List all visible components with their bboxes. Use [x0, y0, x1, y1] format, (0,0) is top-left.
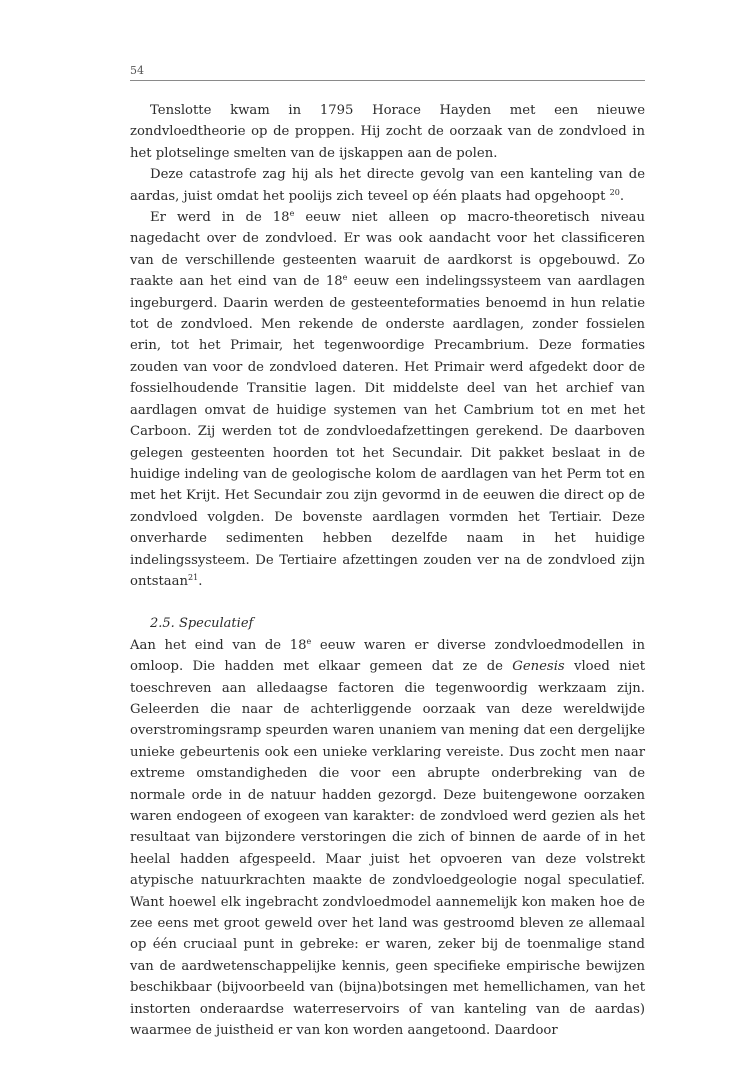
page-header — [130, 64, 645, 81]
footnote-superscript: e — [306, 636, 312, 646]
paragraph: Er werd in de 18e eeuw niet alleen op macro-theoretisch niveau nagedacht over de zondvloed. Er was ook aandacht voor het classificeren van de verschillende gesteenten waaruit de aardkorst is opgebouwd. Zo raakte aan het eind van de 18e eeuw een indelingssysteem van aardlagen ingeburgerd. Daarin werden de gesteenteformaties benoemd in hun relatie tot de zondvloed. Men rekende de onderste aardlagen, zonder fossielen erin, tot het Primair, het tegenwoordige Precambrium. Deze formaties zouden van voor de zondvloed dateren. Het Primair werd afgedekt door de fossielhoudende Transitie lagen. Dit middelste deel van het archief van aardlagen omvat de huidige systemen van het Cambrium tot en met het Carboon. Zij werden tot de zondvloedafzettingen gerekend. De daarboven gelegen gesteenten hoorden tot het Secundair. Dit pakket beslaat in de huidige indeling van de geologische kolom de aardlagen van het Perm tot en met het Krijt. Het Secundair zou zijn gevormd in de eeuwen die direct op de zondvloed volgden. De bovenste aardlagen vormden het Tertiair. Deze onverharde sedimenten hebben dezelfde naam in het huidige indelingssysteem. De Tertiaire afzettingen zouden ver na de zondvloed zijn ontstaan$^{21}$. — [130, 209, 645, 589]
footnote-superscript: 21 — [188, 572, 199, 582]
section-title: Speculatief — [178, 616, 254, 632]
paragraph: Tenslotte kwam in 1795 Horace Hayden met een nieuwe zondvloedtheorie op de proppen. Hij zocht de oorzaak van de zondvloed in het plotselinge smelten van de ijskappen aan de polen. — [130, 103, 645, 161]
section-heading — [130, 613, 645, 634]
paragraph: Deze catastrofe zag hij als het directe gevolg van een kanteling van de aardas, juist omdat het poolijs zich teveel op één plaats had opgehoopt $^{20}$. — [130, 167, 645, 204]
body-text — [130, 100, 645, 1041]
footnote-superscript: e — [342, 273, 348, 283]
section-paragraph: Aan het eind van de 18e eeuw waren er diverse zondvloedmodellen in omloop. Die hadden met elkaar gemeen dat ze de Genesis vloed niet toeschreven aan alledaagse factoren die tegenwoordig werkzaam zijn. Geleerden die naar de achterliggende oorzaak van deze wereldwijde overstromingsramp speurden waren unaniem van mening dat een dergelijke unieke gebeurtenis ook een unieke verklaring vereiste. Dus zocht men naar extreme omstandigheden die voor een abrupte onderbreking van de normale orde in de natuur hadden gezorgd. Deze buitengewone oorzaken waren endogeen of exogeen van karakter: de zondvloed werd gezien als het resultaat van bijzondere verstoringen die zich of binnen de aarde of in het heelal hadden afgespeeld. Maar juist het opvoeren van deze volstrekt atypische natuurkrachten maakte de zondvloedgeologie nogal speculatief. Want hoewel elk ingebracht zondvloedmodel aannemelijk kon maken hoe de zee eens met groot geweld over het land was gestroomd bleven ze allemaal op één cruciaal punt in gebreke: er waren, zeker bij de toenmalige stand van de aardwetenschappelijke kennis, geen specifieke empirische bewijzen beschikbaar (bijvoorbeeld van (bijna)botsingen met hemellichamen, van het instorten onderaardse waterreservoirs of van kanteling van de aardas) waarmee de juistheid er van kon worden aangetoond. Daardoor — [130, 636, 645, 1039]
emphasis-text: Genesis — [512, 659, 565, 675]
footnote-superscript: 20 — [609, 187, 620, 197]
page-number: 54 — [130, 64, 144, 77]
section-number: 2.5. — [150, 616, 175, 632]
footnote-superscript: e — [289, 209, 295, 219]
